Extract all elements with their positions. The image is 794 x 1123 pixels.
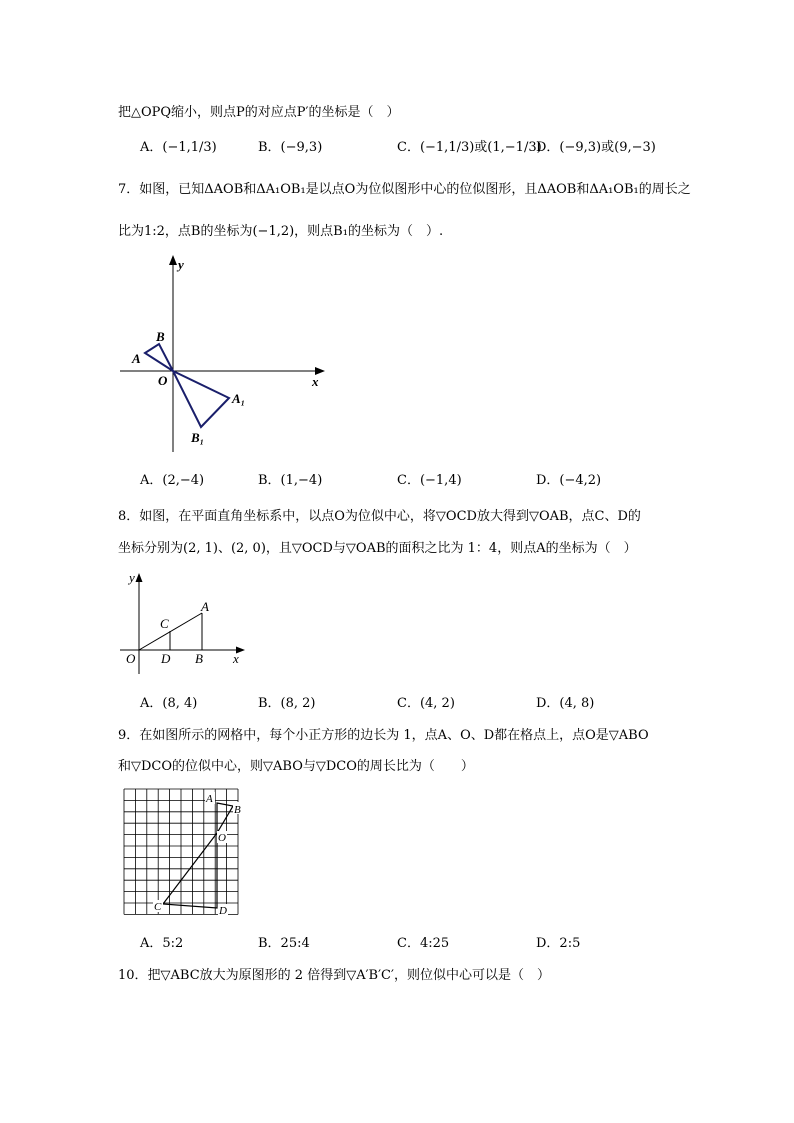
q9-label-b: B	[234, 804, 241, 816]
q6-option-b: B．(−9,3)	[258, 140, 323, 155]
q6-option-a: A．(−1,1/3)	[140, 140, 217, 155]
q7-label-a: A	[132, 351, 141, 366]
q7-option-c: C．(−1,4)	[397, 473, 462, 488]
q8-label-c: C	[160, 616, 169, 631]
q8-stem-line2: 坐标分别为(2, 1)、(2, 0)，且▽OCD与▽OAB的面积之比为 1：4，则点A的坐标为（ ）	[118, 541, 637, 556]
q9-triangle-abo	[217, 803, 233, 833]
q9-label-a: A	[206, 793, 213, 805]
q9-label-c: C	[154, 901, 162, 913]
q9-label-o: O	[218, 832, 226, 844]
q7-y-arrow	[169, 255, 177, 265]
q8-option-c: C．(4, 2)	[397, 696, 455, 711]
q9-label-d: D	[219, 905, 227, 917]
q9-stem-line2: 和▽DCO的位似中心，则▽ABO与▽DCO的周长比为（ ）	[118, 759, 474, 774]
q7-label-y: y	[178, 257, 184, 272]
q7-label-x: x	[312, 374, 319, 389]
q9-option-d: D．2:5	[536, 936, 581, 951]
q8-option-a: A．(8, 4)	[140, 696, 198, 711]
q8-stem-line1: 8．如图，在平面直角坐标系中，以点O为位似中心，将▽OCD放大得到▽OAB，点C、D的	[118, 509, 641, 524]
q9-option-a: A．5:2	[140, 936, 184, 951]
q6-option-d: D．(−9,3)或(9,−3)	[536, 140, 656, 155]
q7-stem-line2: 比为1:2，点B的坐标为(−1,2)，则点B₁的坐标为（ ）.	[118, 224, 444, 239]
q8-option-d: D．(4, 8)	[536, 696, 595, 711]
q7-option-d: D．(−4,2)	[536, 473, 602, 488]
q7-figure	[115, 252, 330, 452]
q10-stem-line1: 10．把▽ABC放大为原图形的 2 倍得到▽A′B′C′，则位似中心可以是（ ）	[118, 968, 550, 983]
q7-label-a1: A₁	[232, 391, 246, 406]
q8-label-x: x	[233, 651, 239, 666]
q8-y-arrow	[136, 573, 143, 582]
q6-stem: 把△OPQ缩小，则点P的对应点P′的坐标是（ ）	[118, 105, 400, 120]
q6-option-c: C．(−1,1/3)或(1,−1/3)	[397, 140, 542, 155]
q8-label-b: B	[195, 651, 203, 666]
q7-option-b: B．(1,−4)	[258, 473, 323, 488]
q7-label-b: B	[156, 329, 165, 344]
q9-stem-line1: 9．在如图所示的网格中，每个小正方形的边长为 1，点A、O、D都在格点上，点O是▽ABO	[118, 728, 649, 743]
q7-triangle-aob	[145, 344, 173, 371]
q7-label-o: O	[158, 373, 168, 388]
q8-label-o: O	[126, 651, 136, 666]
q8-figure	[118, 566, 253, 676]
q9-grid	[124, 789, 238, 914]
q8-option-b: B．(8, 2)	[258, 696, 316, 711]
q9-option-c: C．4:25	[397, 936, 450, 951]
q8-label-y: y	[129, 570, 135, 585]
q9-figure	[121, 786, 249, 926]
q9-triangle-dco	[163, 833, 217, 908]
q8-label-d: D	[161, 651, 171, 666]
q7-option-a: A．(2,−4)	[140, 473, 205, 488]
q7-triangle-a1ob1	[173, 371, 229, 427]
q7-label-b1: B₁	[191, 430, 205, 445]
q7-stem-line1: 7．如图，已知ΔAOB和ΔA₁OB₁是以点O为位似图形中心的位似图形，且ΔAOB和ΔA₁OB₁的周长之	[118, 182, 691, 197]
q9-option-b: B．25:4	[258, 936, 310, 951]
q8-label-a: A	[201, 599, 209, 614]
